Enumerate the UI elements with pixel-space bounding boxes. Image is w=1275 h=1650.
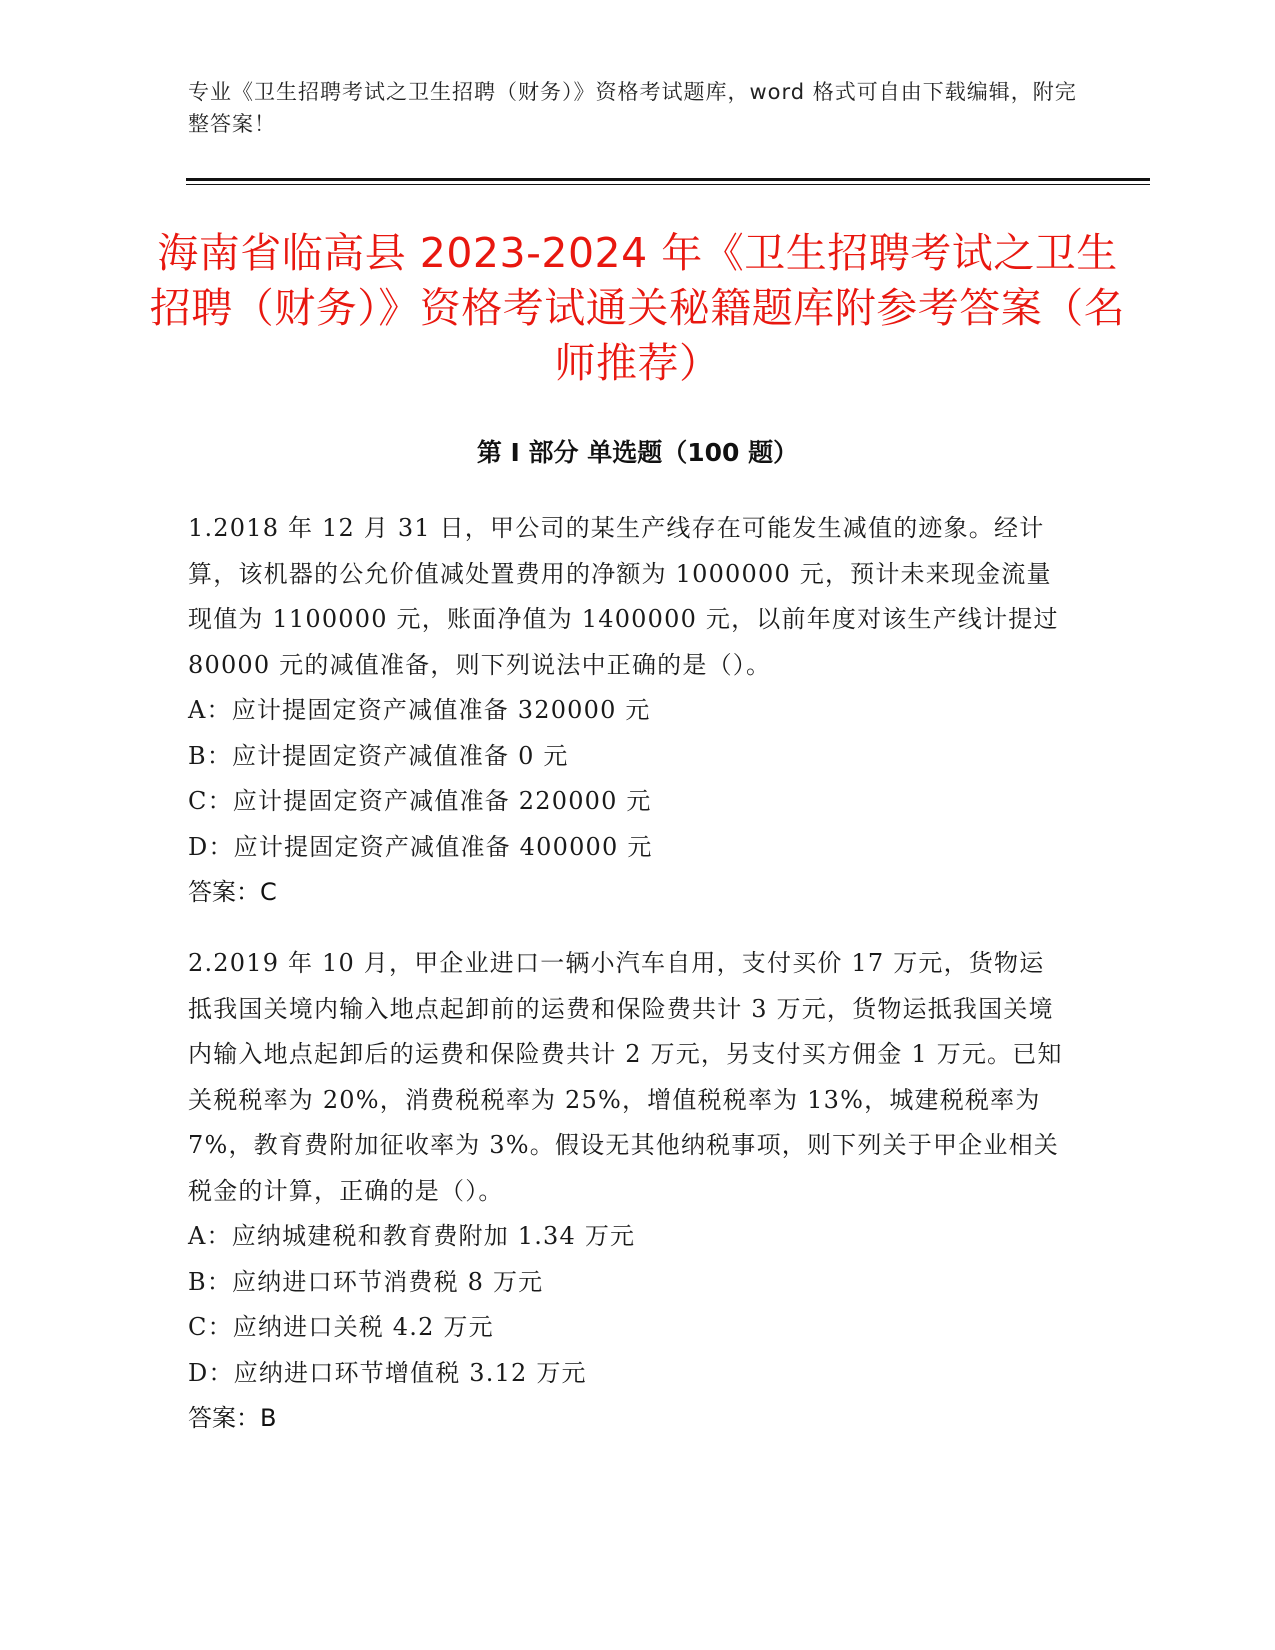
question-stem: 2.2019 年 10 月，甲企业进口一辆小汽车自用，支付买价 17 万元，货物运抵我国关境内输入地点起卸前的运费和保险费共计 3 万元，货物运抵我国关境内输入地点起卸后的运费和保险费共计 2 万元，另支付买方佣金 1 万元。已知关税税率为 20%，消费税税率为 25%，增值税税率为 13%，城建税税率为 7%，教育费附加征收率为 3%。假设无其他纳税事项，则下列关于甲企业相关税金的计算，正确的是（）。 [188,949,1063,1205]
option-a: A：应纳城建税和教育费附加 1.34 万元 [188,1222,636,1250]
answer-line: 答案：C [188,878,277,906]
question-stem: 1.2018 年 12 月 31 日，甲公司的某生产线存在可能发生减值的迹象。经计算，该机器的公允价值减处置费用的净额为 1000000 元，预计未来现金流量现值为 1100000 元，账面净值为 1400000 元，以前年度对该生产线计提过 80000 元的减值准备，则下列说法中正确的是（）。 [188,514,1059,679]
header-note: 专业《卫生招聘考试之卫生招聘（财务）》资格考试题库，word 格式可自由下载编辑，附完整答案！ [188,80,1077,136]
header-divider-thick [186,178,1150,181]
option-c: C：应纳进口关税 4.2 万元 [188,1313,494,1341]
question-1 [188,506,1068,916]
option-b: B：应计提固定资产减值准备 0 元 [188,741,569,770]
document-title: 海南省临高县 2023-2024 年《卫生招聘考试之卫生招聘（财务）》资格考试通关秘籍题库附参考答案（名师推荐） [149,229,1126,387]
answer-line: 答案：B [188,1404,277,1432]
option-c: C：应计提固定资产减值准备 220000 元 [188,787,652,815]
option-d: D：应纳进口环节增值税 3.12 万元 [188,1358,587,1387]
option-b: B：应纳进口环节消费税 8 万元 [188,1267,544,1296]
question-2 [188,941,1068,1442]
option-d: D：应计提固定资产减值准备 400000 元 [188,832,653,861]
section-heading: 第 I 部分 单选题（100 题） [476,438,799,467]
header-divider-thin [186,184,1150,185]
option-a: A：应计提固定资产减值准备 320000 元 [188,696,651,724]
